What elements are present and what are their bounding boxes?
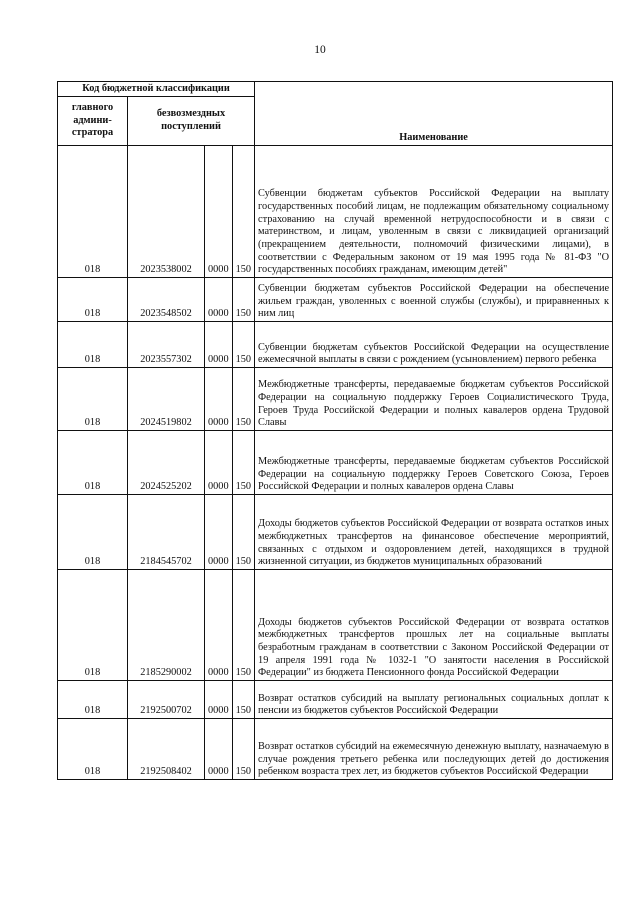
revenue-kind-cell: 150 — [232, 368, 254, 431]
admin-code-cell: 018 — [58, 681, 128, 719]
table-body — [58, 146, 613, 780]
header-budget-code-group: Код бюджетной классификации — [58, 82, 255, 97]
table-row — [58, 368, 613, 431]
name-cell: Возврат остатков субсидий на ежемесячную денежную выплату, назначаемую в случае рождения третьего ребенка или последующих детей до достижения ребенком возраста трех лет, из бюджетов субъектов Российской Федерации — [255, 719, 613, 780]
table-row — [58, 681, 613, 719]
program-code-cell: 0000 — [205, 431, 233, 495]
revenue-kind-cell: 150 — [232, 278, 254, 322]
table-row — [58, 719, 613, 780]
table-row — [58, 146, 613, 278]
table-header-row-group — [58, 82, 613, 97]
admin-code-cell: 018 — [58, 278, 128, 322]
revenue-kind-cell: 150 — [232, 681, 254, 719]
program-code-cell: 0000 — [205, 719, 233, 780]
revenue-kind-cell: 150 — [232, 431, 254, 495]
program-code-cell: 0000 — [205, 368, 233, 431]
admin-code-cell: 018 — [58, 322, 128, 368]
revenue-code-cell: 2024525202 — [128, 431, 205, 495]
table-row — [58, 322, 613, 368]
admin-code-cell: 018 — [58, 431, 128, 495]
revenue-code-cell: 2185290002 — [128, 570, 205, 681]
name-cell: Межбюджетные трансферты, передаваемые бюджетам субъектов Российской Федерации на социальную поддержку Героев Советского Союза, Героев Российской Федерации и полных кавалеров ордена Славы — [255, 431, 613, 495]
program-code-cell: 0000 — [205, 570, 233, 681]
revenue-kind-cell: 150 — [232, 322, 254, 368]
page-number: 10 — [314, 44, 326, 56]
admin-code-cell: 018 — [58, 146, 128, 278]
admin-code-cell: 018 — [58, 570, 128, 681]
program-code-cell: 0000 — [205, 278, 233, 322]
admin-code-cell: 018 — [58, 368, 128, 431]
revenue-kind-cell: 150 — [232, 146, 254, 278]
revenue-code-cell: 2192508402 — [128, 719, 205, 780]
table-row — [58, 570, 613, 681]
program-code-cell: 0000 — [205, 495, 233, 570]
revenue-kind-cell: 150 — [232, 719, 254, 780]
name-cell: Субвенции бюджетам субъектов Российской Федерации на выплату государственных пособий лицам, не подлежащим обязательному социальному страхованию на случай временной нетрудоспособности и в связи с материнством, и лицам, уволенным в связи с ликвидацией организаций (прекращением деятельности, полномочий физическими лицами), в соответствии с Федеральным законом от 19 мая 1995 года № 81-ФЗ "О государственных пособиях гражданам, имеющим детей" — [255, 146, 613, 278]
name-cell: Доходы бюджетов субъектов Российской Федерации от возврата остатков иных межбюджетных трансфертов на финансовое обеспечение мероприятий, связанных с отдыхом и оздоровлением детей, находящихся в трудной жизненной ситуации, из бюджетов муниципальных образований — [255, 495, 613, 570]
revenue-kind-cell: 150 — [232, 570, 254, 681]
revenue-code-cell: 2192500702 — [128, 681, 205, 719]
program-code-cell: 0000 — [205, 681, 233, 719]
name-cell: Субвенции бюджетам субъектов Российской Федерации на обеспечение жильем граждан, уволенных с военной службы (службы), и приравненных к ним лиц — [255, 278, 613, 322]
revenue-kind-cell: 150 — [232, 495, 254, 570]
admin-code-cell: 018 — [58, 719, 128, 780]
table-row — [58, 495, 613, 570]
admin-code-cell: 018 — [58, 495, 128, 570]
header-name: Наименование — [255, 82, 613, 146]
header-revenue: безвозмездных поступлений — [128, 97, 255, 146]
name-cell: Субвенции бюджетам субъектов Российской Федерации на осуществление ежемесячной выплаты в связи с рождением (усыновлением) первого ребенка — [255, 322, 613, 368]
table-row — [58, 431, 613, 495]
name-cell: Возврат остатков субсидий на выплату региональных социальных доплат к пенсии из бюджетов субъектов Российской Федерации — [255, 681, 613, 719]
header-admin: главного админи-стратора — [58, 97, 128, 146]
program-code-cell: 0000 — [205, 322, 233, 368]
revenue-code-cell: 2024519802 — [128, 368, 205, 431]
name-cell: Доходы бюджетов субъектов Российской Федерации от возврата остатков межбюджетных трансфертов прошлых лет на социальные выплаты безработным гражданам в соответствии с Законом Российской Федерации от 19 апреля 1991 года № 1032-1 "О занятости населения в Российской Федерации" из бюджета Пенсионного фонда Российской Федерации — [255, 570, 613, 681]
table-row — [58, 278, 613, 322]
program-code-cell: 0000 — [205, 146, 233, 278]
revenue-code-cell: 2023548502 — [128, 278, 205, 322]
revenue-code-cell: 2023557302 — [128, 322, 205, 368]
name-cell: Межбюджетные трансферты, передаваемые бюджетам субъектов Российской Федерации на социальную поддержку Героев Социалистического Труда, Героев Труда Российской Федерации и полных кавалеров ордена Трудовой Славы — [255, 368, 613, 431]
revenue-code-cell: 2184545702 — [128, 495, 205, 570]
budget-classification-table — [57, 81, 613, 780]
revenue-code-cell: 2023538002 — [128, 146, 205, 278]
